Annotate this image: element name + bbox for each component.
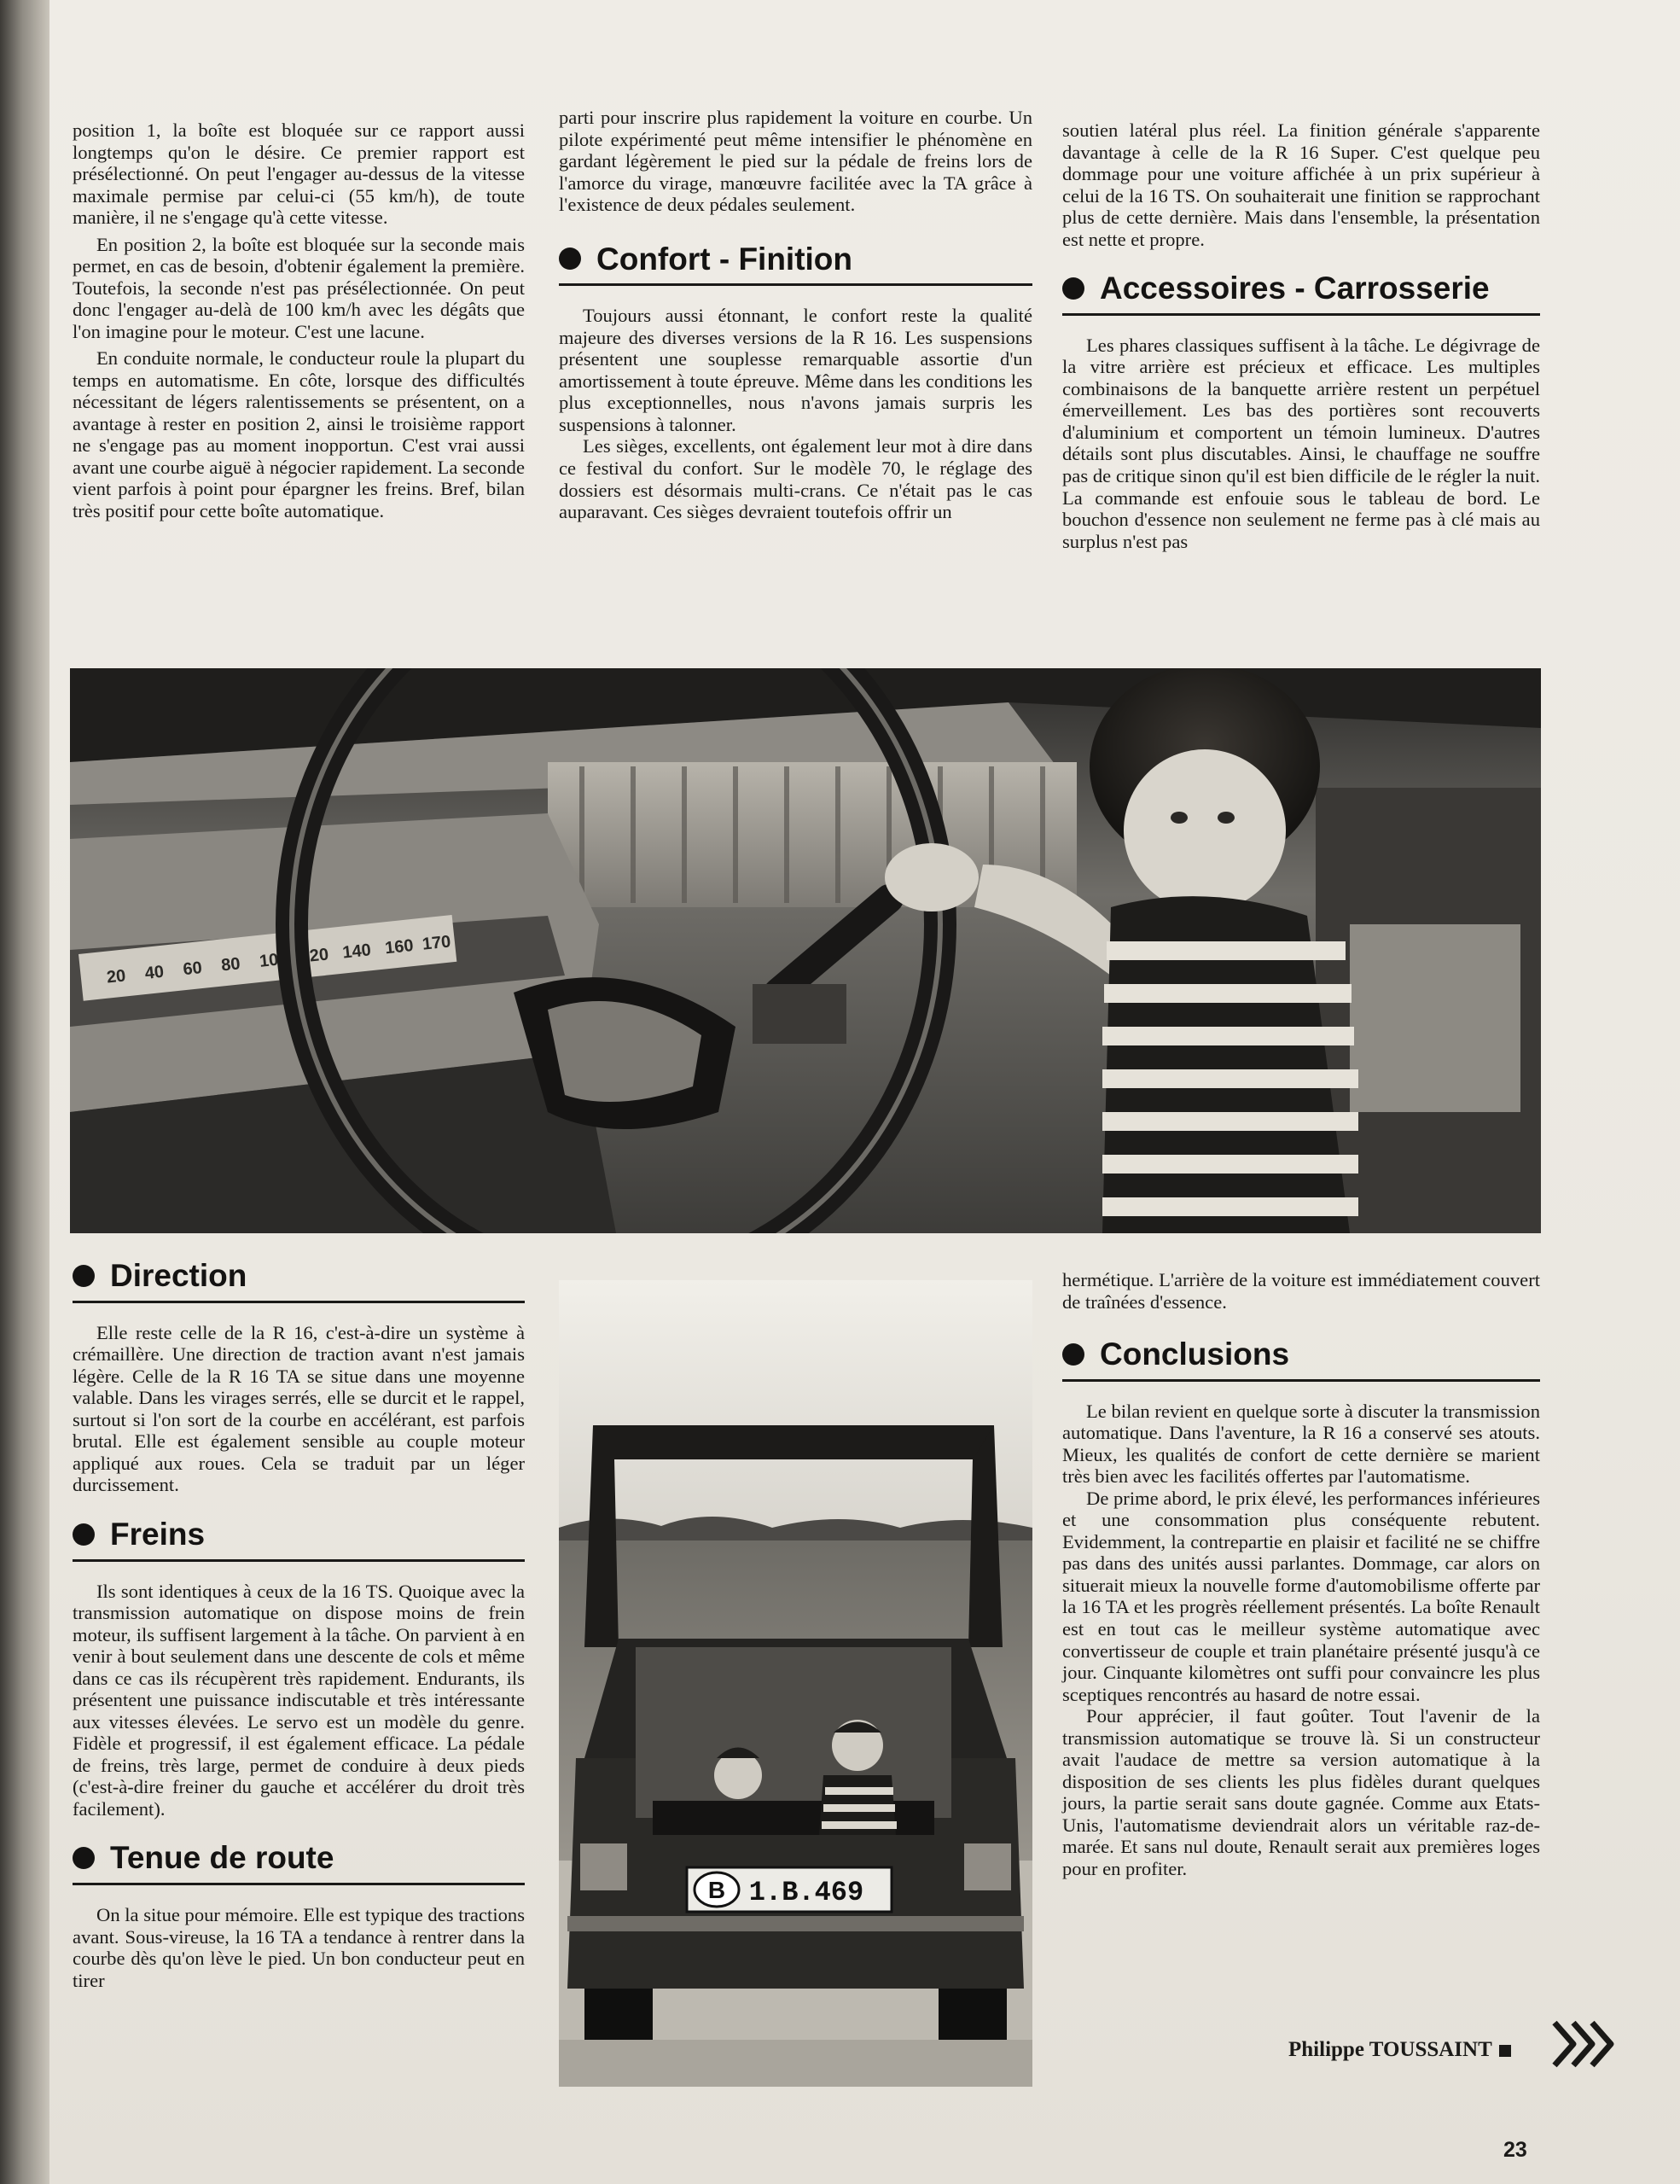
section-heading-accessoires [1062, 271, 1540, 316]
continue-arrows-icon [1551, 2019, 1621, 2069]
paragraph: On la situe pour mémoire. Elle est typique des tractions avant. Sous-vireuse, la 16 TA a tendance à rentrer dans la courbe dès qu'on lève le pied. Un bon conducteur peut en tirer [73, 1904, 525, 1991]
paragraph: position 1, la boîte est bloquée sur ce rapport aussi longtemps qu'on le désire. Ce premier rapport est présélectionné. On peut l'engager au-dessus de la vitesse maximale permise par celui-ci (55 km/h), de toute manière, il ne s'engage qu'à cette vitesse. [73, 119, 525, 229]
bullet-icon [73, 1523, 95, 1546]
paragraph: Ils sont identiques à ceux de la 16 TS. Quoique avec la transmission automatique on dispose moins de frein moteur, ils suffisent largement à la tâche. On parvient à en venir à bout seulement dans une descente de cols et même dans ce cas ils récupèrent très rapidement. Endurants, ils présentent une puissance indiscutable et très intéressante aux vitesses élevées. Le servo est un modèle du genre. Fidèle et progressif, il est également efficace. La pédale de freins, très large, permet de conduire à deux pieds (c'est-à-dire freiner du gauche et accélérer du droit très facilement). [73, 1580, 525, 1820]
plate-country: B [707, 1877, 726, 1903]
section-title: Accessoires - Carrosserie [1100, 271, 1490, 306]
end-mark-icon [1499, 2045, 1511, 2057]
column-1-bottom [73, 1239, 525, 1991]
page-gutter-shadow [0, 0, 49, 2184]
speedo-label: 140 [341, 941, 372, 963]
paragraph: Pour apprécier, il faut goûter. Tout l'avenir de la transmission automatique se trouve là. Si un constructeur avait l'audace de mettre sa version automatique à la disposition de ses clients les plus fidèles durant quelques jours, la partie serait sans doute gagnée. Comme aux Etats-Unis, l'automatisme deviendrait alors un véritable raz-de-marée. Et sans nul doute, Renault serait aux premières loges pour en profiter. [1062, 1705, 1540, 1879]
section-title: Freins [110, 1516, 206, 1552]
paragraph: parti pour inscrire plus rapidement la voiture en courbe. Un pilote expérimenté peut même intensifier le phénomène en gardant légèrement le pied sur la pédale de freins lors de l'amorce du virage, manœuvre facilitée avec la TA grâce à l'existence de deux pédales seulement. [559, 107, 1032, 216]
column-1-top [73, 119, 525, 521]
section-heading-direction [73, 1258, 525, 1303]
speedo-label: 40 [143, 962, 166, 983]
speedo-label: 60 [182, 958, 203, 980]
paragraph: Le bilan revient en quelque sorte à discuter la transmission automatique. Dans l'aventure, la R 16 a conservé ses atouts. Mieux, les qualités de confort de cette dernière se marient très bien avec les facilités offertes par l'automatisme. [1062, 1400, 1540, 1488]
paragraph: Toujours aussi étonnant, le confort reste la qualité majeure des diverses versions de la R 16. Les suspensions présentent une souplesse remarquable assortie d'un amortissement à toute épreuve. Même dans les conditions les plus exceptionnelles, nous n'avons jamais surpris les suspensions à talonner. [559, 305, 1032, 435]
section-heading-confort [559, 242, 1032, 287]
paragraph: En conduite normale, le conducteur roule la plupart du temps en automatisme. En côte, lorsque des difficultés nécessitant de légers ralentissements se présentent, on a avantage à rester en position 2, ainsi le troisième rapport ne s'engage pas au moment inopportun. C'est vrai aussi avant une courbe aiguë à négocier rapidement. La seconde vient parfois à point pour épargner les freins. Bref, bilan très positif pour cette boîte automatique. [73, 347, 525, 521]
speedo-label: 170 [421, 932, 452, 954]
bullet-icon [1062, 1343, 1084, 1366]
column-3-bottom [1062, 1269, 1540, 1879]
column-3-top [1062, 119, 1540, 552]
paragraph: En position 2, la boîte est bloquée sur la seconde mais permet, en cas de besoin, d'obtenir également la première. Toutefois, la seconde n'est pas présélectionnée. On peut donc l'engager au-delà de 100 km/h avec les dégâts que l'on imagine pour le moteur. C'est une lacune. [73, 233, 525, 342]
bullet-icon [73, 1847, 95, 1869]
photo-dashboard-child [70, 668, 1541, 1233]
author-name: Philippe TOUSSAINT [1288, 2038, 1492, 2061]
section-heading-tenue [73, 1840, 525, 1885]
page-number: 23 [1503, 2138, 1527, 2162]
plate-number: 1.B.469 [748, 1877, 864, 1908]
speedo-label: 20 [105, 966, 127, 987]
bullet-icon [1062, 277, 1084, 300]
section-title: Confort - Finition [596, 241, 853, 277]
bullet-icon [73, 1265, 95, 1287]
paragraph: Les sièges, excellents, ont également leur mot à dire dans ce festival du confort. Sur le modèle 70, le réglage des dossiers est désormais multi-crans. Ce n'était pas le cas auparavant. Ces sièges devraient toutefois offrir un [559, 435, 1032, 523]
speedo-label: 80 [220, 954, 241, 976]
bullet-icon [559, 248, 581, 270]
column-2-top [559, 107, 1032, 523]
paragraph: Elle reste celle de la R 16, c'est-à-dire un système à crémaillère. Une direction de traction avant n'est jamais légère. Celle de la R 16 TA se situe dans une moyenne valable. Dans les virages serrés, elle se durcit et le rappel, surtout si l'on sort de la courbe en accélérant, est parfois brutal. Elle est également sensible au couple moteur appliqué aux roues. Cela se traduit par un léger durcissement. [73, 1321, 525, 1496]
paragraph: hermétique. L'arrière de la voiture est immédiatement couvert de traînées d'essence. [1062, 1269, 1540, 1313]
speedo-label: 120 [299, 945, 330, 967]
author-byline [1288, 2038, 1511, 2062]
speedo-label: 160 [384, 935, 415, 958]
paragraph: soutien latéral plus réel. La finition générale s'apparente davantage à celle de la R 16 Super. C'est quelque peu dommage pour une voiture affichée à un prix supérieur à celui de la 16 TS. On souhaiterait une finition se rapprochant plus de cette dernière. Mais dans l'ensemble, la présentation est nette et propre. [1062, 119, 1540, 250]
paragraph: Les phares classiques suffisent à la tâche. Le dégivrage de la vitre arrière est précieux et efficace. Les multiples combinaisons de la banquette arrière restent un perpétuel émerveillement. Les bas des portières sont recouverts d'aluminium et comportent un témoin lumineux. D'autres détails sont plus discutables. Ainsi, le chauffage ne souffre pas de critique sinon qu'il est bien difficile de le régler la nuit. La commande est enfouie sous le tableau de bord. Le bouchon d'essence non seulement ne ferme pas à clé mais au surplus n'est pas [1062, 334, 1540, 552]
photo-car-rear [559, 1280, 1032, 2087]
speedo-label: 100 [258, 949, 289, 971]
section-title: Conclusions [1100, 1337, 1290, 1372]
section-heading-conclusions [1062, 1337, 1540, 1382]
section-title: Direction [110, 1258, 247, 1293]
section-heading-freins [73, 1517, 525, 1562]
paragraph: De prime abord, le prix élevé, les performances inférieures et une consommation plus conséquente rebutent. Evidemment, la contrepartie en plaisir et facilité ne se chiffre pas dans des unités aussi parlantes. Dommage, car alors on situerait mieux la nouvelle forme d'automobilisme offerte par la 16 TA et les progrès réellement présentés. La boîte Renault est en tout cas le meilleur système automatique avec convertisseur de couple et train planétaire présenté jusqu'à ce jour. Cinquante kilomètres ont suffi pour convaincre les plus sceptiques rencontrés au hasard de notre essai. [1062, 1487, 1540, 1705]
section-title: Tenue de route [110, 1840, 334, 1876]
